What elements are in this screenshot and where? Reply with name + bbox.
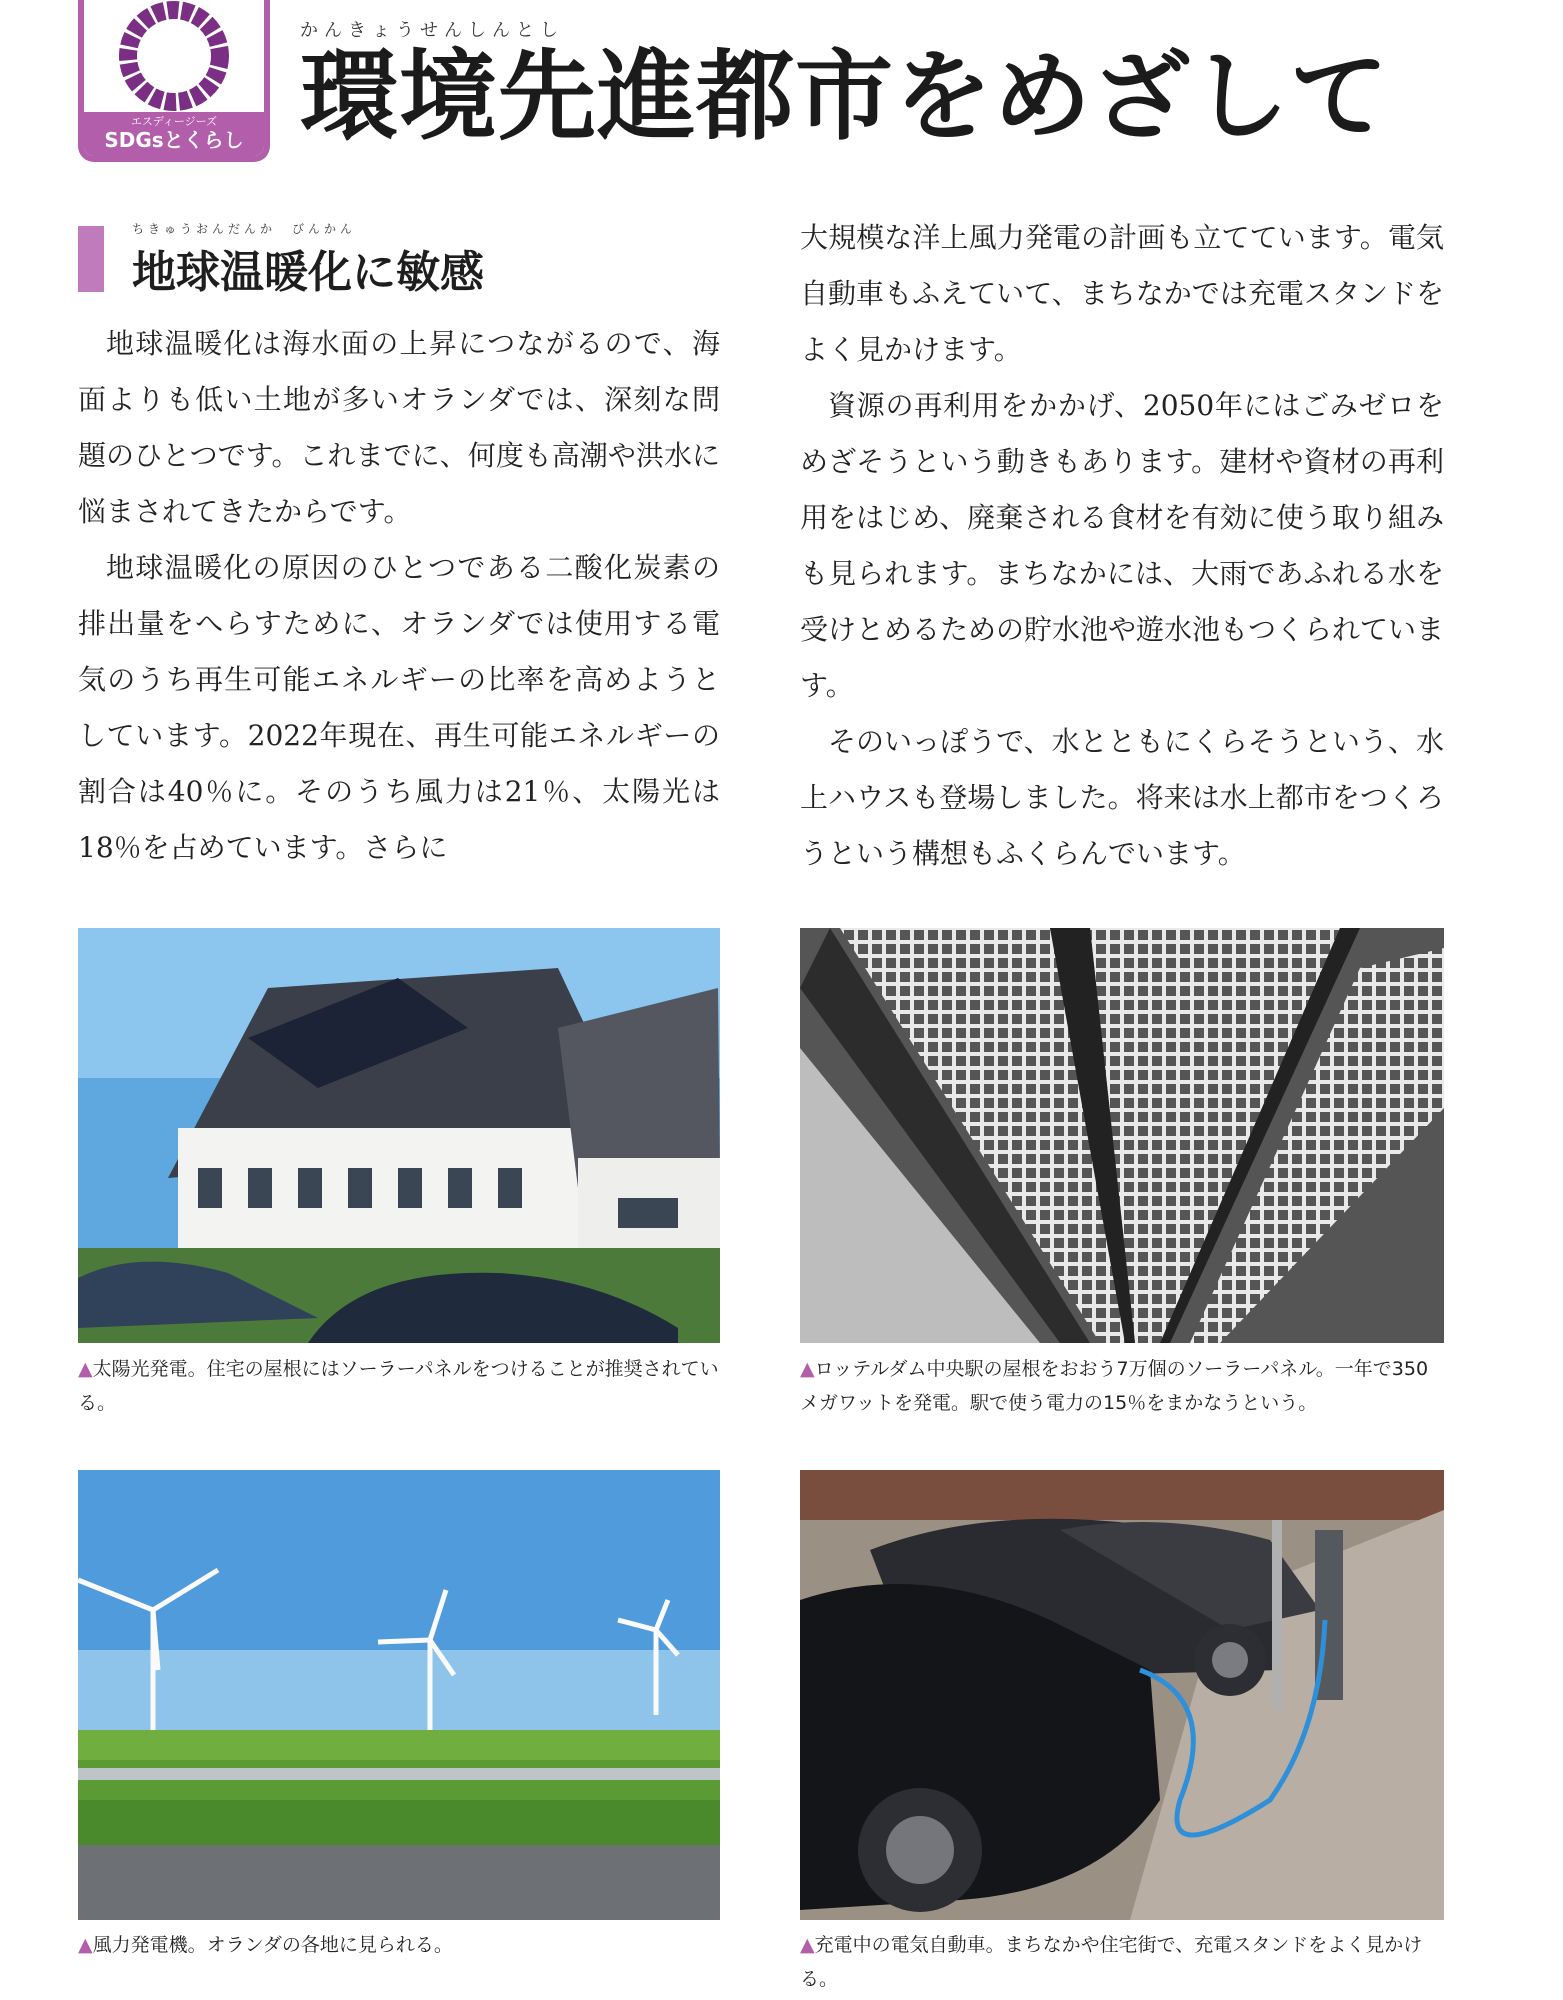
- paragraph-continuation: 大規模な洋上風力発電の計画も立てています。電気自動車もふえていて、まちなかでは充電スタンドをよく見かけます。: [800, 221, 1444, 366]
- photo-caption: ▲風力発電機。オランダの各地に見られる。: [78, 1934, 453, 1956]
- title-ruby: かんきょうせんしんとし: [300, 20, 564, 41]
- paragraph: そのいっぽうで、水とともにくらそうという、水上ハウスも登場しました。将来は水上都市をつくろうという構想もふくらんでいます。: [800, 725, 1444, 870]
- caption-triangle-icon: ▲: [78, 1934, 93, 1956]
- sdgs-wheel-icon: [112, 0, 236, 112]
- badge-small-text: エスディージーズ: [130, 115, 218, 128]
- paragraph: 資源の再利用をかかげ、2050年にはごみゼロをめざそうという動きもあります。建材や資材の再利用をはじめ、廃棄される食材を有効に使う取り組みも見られます。まちなかには、大雨であふれる水を受けとめるための貯水池や遊水池もつくられています。: [800, 389, 1445, 702]
- paragraph: 地球温暖化の原因のひとつである二酸化炭素の排出量をへらすために、オランダでは使用する電気のうち再生可能エネルギーの比率を高めようとしています。2022年現在、再生可能エネルギーの割合は40％に。そのうち風力は21％、太陽光は18％を占めています。さらに: [78, 551, 720, 864]
- ev-charging-photo: [800, 1470, 1444, 1920]
- photo-caption: ▲充電中の電気自動車。まちなかや住宅街で、充電スタンドをよく見かける。: [800, 1934, 1423, 1990]
- wind-turbines-photo: [78, 1470, 720, 1920]
- heading-text: 地球温暖化に敏感: [132, 247, 484, 298]
- page-title: 環境先進都市をめざして: [300, 40, 1390, 154]
- caption-triangle-icon: ▲: [78, 1358, 93, 1380]
- photo-caption: ▲ロッテルダム中央駅の屋根をおおう7万個のソーラーパネル。一年で350メガワットを発電。駅で使う電力の15％をまかなうという。: [800, 1358, 1429, 1414]
- paragraph: 地球温暖化は海水面の上昇につながるので、海面よりも低い土地が多いオランダでは、深刻な問題のひとつです。これまでに、何度も高潮や洪水に悩まされてきたからです。: [78, 327, 720, 528]
- article-left-column: [78, 316, 720, 876]
- badge-band: [84, 112, 264, 156]
- photo-caption: ▲太陽光発電。住宅の屋根にはソーラーパネルをつけることが推奨されている。: [78, 1358, 719, 1414]
- heading-accent-bar: [78, 226, 104, 292]
- solar-house-photo: [78, 928, 720, 1343]
- caption-triangle-icon: ▲: [800, 1358, 815, 1380]
- sdgs-badge: [78, 0, 270, 162]
- article-right-column: [800, 210, 1444, 882]
- station-roof-photo: [800, 928, 1444, 1343]
- badge-label: SDGsとくらし: [104, 128, 244, 152]
- heading-ruby: ちきゅうおんだんか びんかん: [132, 222, 357, 236]
- section-heading: [78, 222, 578, 298]
- caption-triangle-icon: ▲: [800, 1934, 815, 1956]
